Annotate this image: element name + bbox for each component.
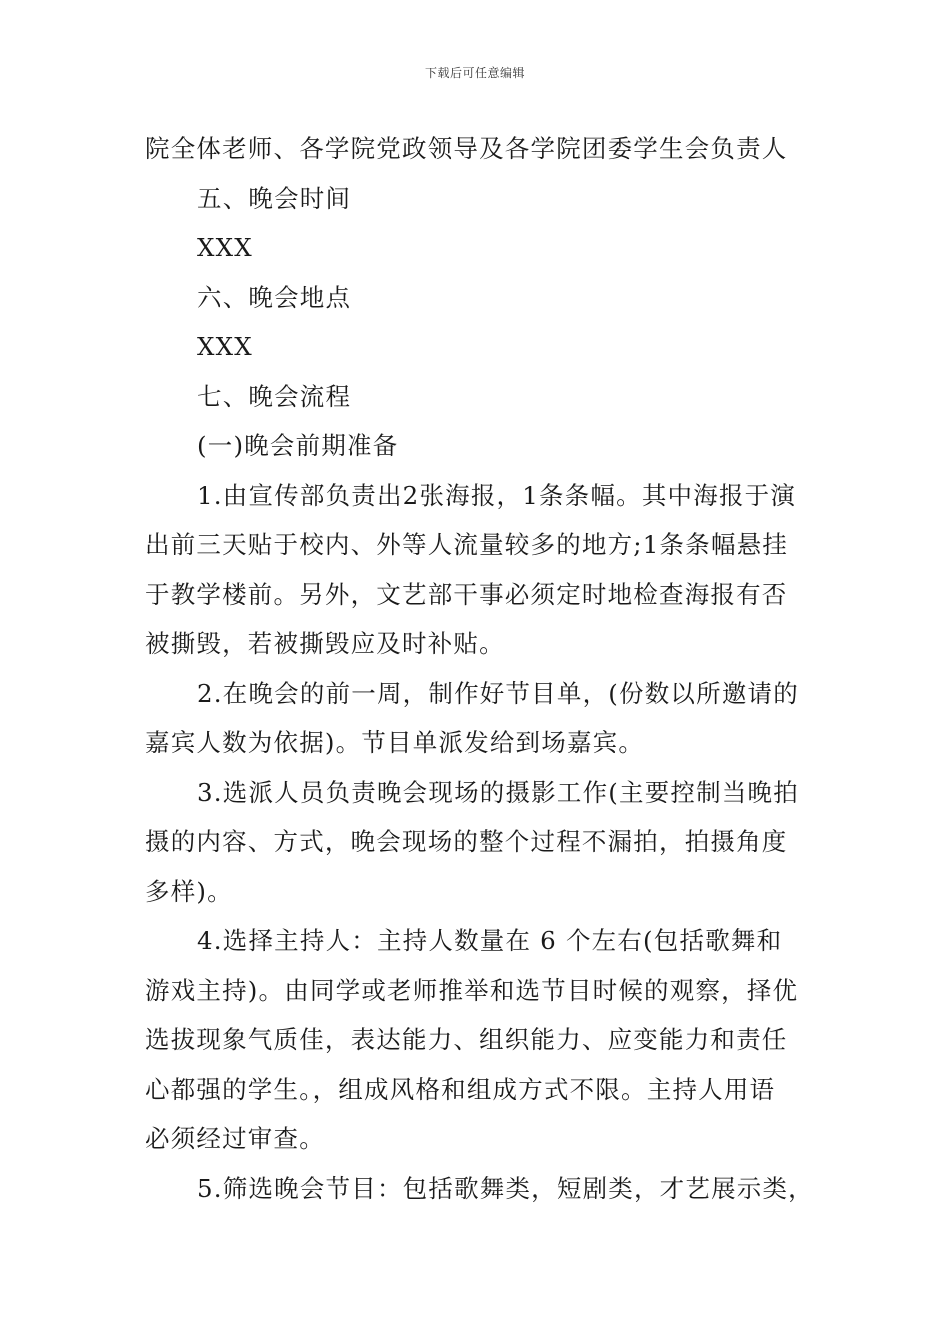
item1-line: 于教学楼前。另外，文艺部干事必须定时地检查海报有否 bbox=[145, 579, 788, 609]
item2-line: 2.在晚会的前一周，制作好节目单，(份数以所邀请的 bbox=[197, 678, 799, 708]
section6-value: XXX bbox=[197, 332, 253, 361]
item1-line: 出前三天贴于校内、外等人流量较多的地方;1条条幅悬挂 bbox=[145, 530, 789, 559]
item2-paragraph bbox=[145, 669, 815, 768]
item3-line: 摄的内容、方式，晚会现场的整个过程不漏拍，拍摄角度 bbox=[145, 827, 788, 856]
item3-line: 3.选派人员负责晚会现场的摄影工作(主要控制当晚拍 bbox=[197, 777, 799, 807]
document-body bbox=[145, 124, 815, 1213]
item3-paragraph bbox=[145, 768, 815, 917]
item4-line: 心都强的学生。，组成风格和组成方式不限。主持人用语 bbox=[145, 1074, 776, 1104]
item4-line: 必须经过审查。 bbox=[145, 1124, 325, 1153]
section7-title: 七、晚会流程 bbox=[197, 381, 352, 411]
item2-line: 嘉宾人数为依据)。节目单派发给到场嘉宾。 bbox=[145, 728, 645, 757]
header-note: 下载后可任意编辑 bbox=[424, 66, 525, 80]
item4-line: 选拔现象气质佳，表达能力、组织能力、应变能力和责任 bbox=[145, 1025, 788, 1054]
section5-title: 五、晚会时间 bbox=[197, 183, 352, 213]
item5-paragraph bbox=[145, 1164, 815, 1214]
item1-line: 被撕毁，若被撕毁应及时补贴。 bbox=[145, 629, 505, 658]
item3-line: 多样)。 bbox=[145, 876, 233, 906]
intro-line: 院全体老师、各学院党政领导及各学院团委学生会负责人 bbox=[145, 134, 788, 163]
item1-line: 1.由宣传部负责出2张海报，1条条幅。其中海报于演 bbox=[197, 480, 797, 510]
section6-title: 六、晚会地点 bbox=[197, 282, 352, 312]
item5-line: 5.筛选晚会节目：包括歌舞类，短剧类，才艺展示类， bbox=[197, 1173, 814, 1203]
section5-value: XXX bbox=[197, 233, 253, 262]
subsection1-title: (一)晚会前期准备 bbox=[197, 431, 399, 460]
item4-paragraph bbox=[145, 916, 815, 1164]
item4-line: 4.选择主持人：主持人数量在 6 个左右(包括歌舞和 bbox=[197, 926, 783, 955]
item1-paragraph bbox=[145, 471, 815, 669]
item4-line: 游戏主持)。由同学或老师推举和选节目时候的观察，择优 bbox=[145, 975, 799, 1005]
